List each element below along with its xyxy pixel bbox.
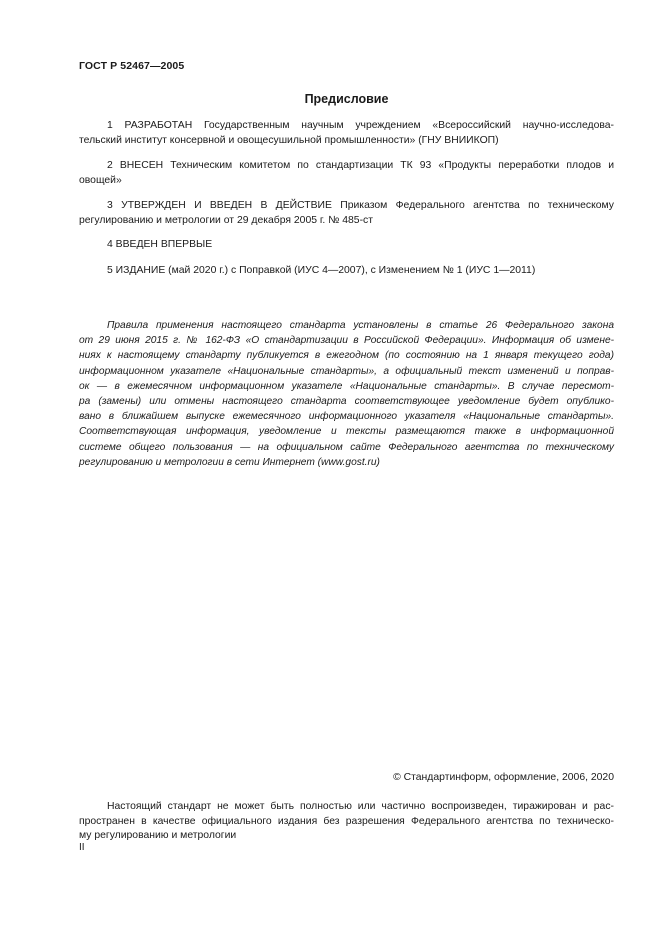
text-line: Соответствующая информация, уведомление и тексты размещаются также в информационной [79, 426, 614, 438]
text-line: овощей» [79, 174, 122, 186]
page-number: II [79, 842, 85, 853]
text-line: 2 ВНЕСЕН Техническим комитетом по стандартизации ТК 93 «Продукты переработки плодов и [107, 160, 614, 171]
preface-item-5 [79, 264, 614, 279]
preface-item-4 [79, 238, 614, 253]
text-line: 5 ИЗДАНИЕ (май 2020 г.) с Поправкой (ИУС 4—2007), с Изменением № 1 (ИУС 1—2011) [107, 265, 536, 276]
text-line: 1 РАЗРАБОТАН Государственным научным учреждением «Всероссийский научно-исследова- [107, 120, 614, 131]
text-line: регулированию и метрологии в сети Интернет (www.gost.ru) [79, 456, 380, 468]
text-line: Настоящий стандарт не может быть полностью или частично воспроизведен, тиражирован и рас- [107, 801, 614, 812]
text-line: информационном указателе «Национальные стандарты», а официальный текст изменений и поправ- [79, 365, 614, 377]
text-line: ра (замены) или отмены настоящего стандарта соответствующее уведомление будет опублико- [79, 396, 614, 408]
standard-code: ГОСТ Р 52467—2005 [79, 60, 185, 72]
application-notice [79, 318, 614, 470]
text-line: системе общего пользования — на официальном сайте Федерального агентства по техническому [79, 441, 614, 453]
preface-item-3 [79, 199, 614, 228]
text-line: тельский институт консервной и овощесушильной промышленности» (ГНУ ВНИИКОП) [79, 134, 499, 146]
text-line: регулированию и метрологии от 29 декабря 2005 г. № 485-ст [79, 214, 373, 226]
text-line: 3 УТВЕРЖДЕН И ВВЕДЕН В ДЕЙСТВИЕ Приказом Федерального агентства по техническому [107, 200, 614, 211]
text-line: пространен в качестве официального издания без разрешения Федерального агентства по техническо- [79, 815, 614, 827]
text-line: 4 ВВЕДЕН ВПЕРВЫЕ [107, 239, 213, 250]
text-line: вано в ближайшем выпуске ежемесячного информационного указателя «Национальные стандарты». [79, 411, 614, 423]
text-line: Правила применения настоящего стандарта установлены в статье 26 Федерального закона [107, 320, 614, 331]
reproduction-notice [79, 800, 614, 844]
preface-item-2 [79, 159, 614, 188]
preface-item-1 [79, 119, 614, 148]
text-line: ниях к настоящему стандарту публикуется в ежегодном (по состоянию на 1 января текущего года) [79, 350, 614, 362]
page-title: Предисловие [304, 92, 389, 106]
text-line: от 29 июня 2015 г. № 162-ФЗ «О стандартизации в Российской Федерации». Информация об измене- [79, 335, 614, 347]
text-line: му регулированию и метрологии [79, 830, 237, 841]
text-line: ок — в ежемесячном информационном указателе «Национальные стандарты». В случае пересмот- [79, 380, 614, 392]
copyright-line: © Стандартинформ, оформление, 2006, 2020 [393, 772, 614, 783]
